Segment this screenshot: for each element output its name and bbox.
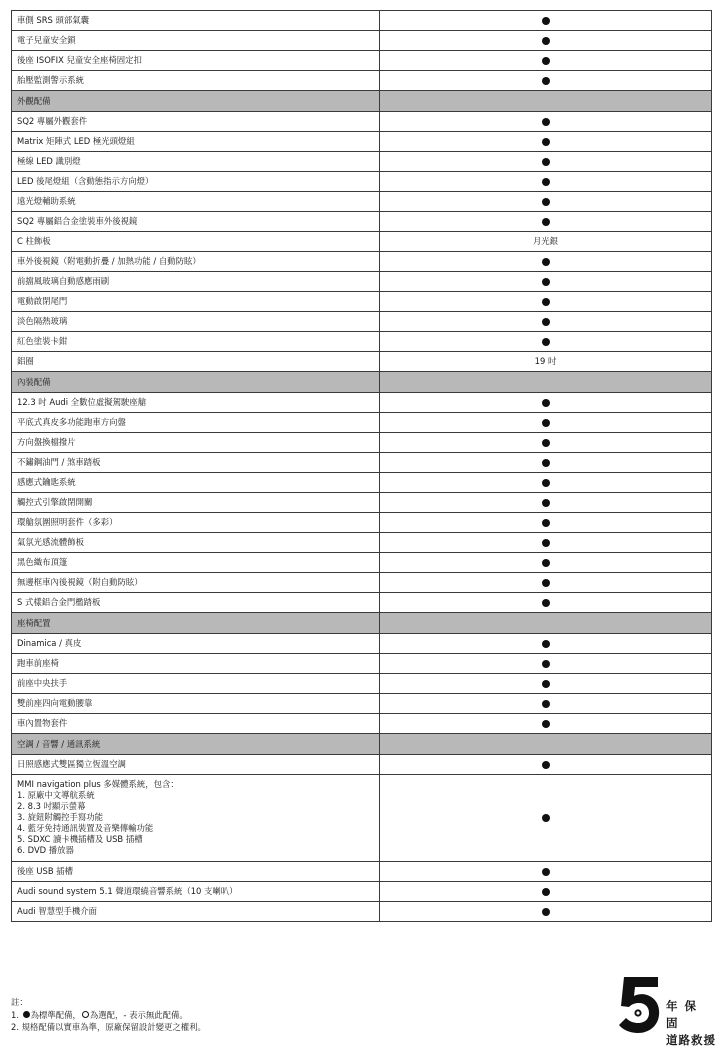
section-blank: [380, 91, 712, 112]
feature-name: 淡色隔熱玻璃: [12, 312, 380, 332]
standard-cell: [380, 11, 712, 31]
standard-cell: [380, 252, 712, 272]
section-title: 座椅配置: [12, 613, 380, 634]
footnotes: [11, 996, 206, 1034]
table-row: [12, 11, 712, 31]
gear-icon: [628, 1003, 648, 1023]
feature-name: 極線 LED 識別燈: [12, 152, 380, 172]
table-row: [12, 533, 712, 553]
standard-cell: [380, 393, 712, 413]
section-title: 外觀配備: [12, 91, 380, 112]
feature-name: 平底式真皮多功能跑車方向盤: [12, 413, 380, 433]
table-row: [12, 694, 712, 714]
feature-name: Dinamica / 真皮: [12, 634, 380, 654]
standard-cell: [380, 654, 712, 674]
standard-cell: [380, 553, 712, 573]
table-row: [12, 513, 712, 533]
feature-line: 6. DVD 播放器: [17, 845, 74, 855]
standard-cell: [380, 634, 712, 654]
section-header-row: [12, 91, 712, 112]
standard-dot-icon: [542, 118, 550, 126]
feature-name: 12.3 吋 Audi 全數位虛擬駕駛座艙: [12, 393, 380, 413]
table-row: [12, 654, 712, 674]
feature-name: 跑車前座椅: [12, 654, 380, 674]
section-header-row: [12, 372, 712, 393]
value-cell: 19 吋: [380, 352, 712, 372]
warranty-line-1: 年保固: [666, 999, 703, 1030]
standard-cell: [380, 473, 712, 493]
feature-name: C 柱飾板: [12, 232, 380, 252]
standard-cell: [380, 882, 712, 902]
standard-dot-icon: [542, 17, 550, 25]
standard-dot-icon: [542, 814, 550, 822]
standard-dot-icon: [542, 57, 550, 65]
standard-cell: [380, 51, 712, 71]
standard-dot-icon: [542, 539, 550, 547]
feature-name: 不鏽鋼油門 / 煞車踏板: [12, 453, 380, 473]
standard-cell: [380, 172, 712, 192]
section-header-row: [12, 734, 712, 755]
feature-name: 前擋風玻璃自動感應雨刷: [12, 272, 380, 292]
standard-dot-icon: [542, 138, 550, 146]
table-row: [12, 573, 712, 593]
feature-name: Audi 智慧型手機介面: [12, 902, 380, 922]
standard-cell: [380, 862, 712, 882]
feature-name: 車側 SRS 頭部氣囊: [12, 11, 380, 31]
feature-name: S 式樣鋁合金門檻踏板: [12, 593, 380, 613]
standard-dot-icon: [542, 218, 550, 226]
standard-dot-icon: [542, 258, 550, 266]
standard-dot-icon: [542, 298, 550, 306]
feature-line: 3. 旋鈕附觸控手寫功能: [17, 812, 104, 822]
table-row: [12, 433, 712, 453]
table-row: [12, 714, 712, 734]
feature-name: 日照感應式雙區獨立恆溫空調: [12, 755, 380, 775]
table-row: [12, 112, 712, 132]
standard-cell: [380, 132, 712, 152]
table-row: [12, 192, 712, 212]
five-year-warranty-logo: [618, 975, 662, 1035]
standard-dot-icon: [542, 419, 550, 427]
feature-line: 2. 8.3 吋顯示螢幕: [17, 801, 86, 811]
standard-dot-icon: [542, 499, 550, 507]
standard-dot-icon: [542, 559, 550, 567]
feature-name: [12, 775, 380, 862]
standard-cell: [380, 755, 712, 775]
note-line-2: 2. 規格配備以實車為準，原廠保留設計變更之權利。: [11, 1022, 206, 1032]
table-row: [12, 775, 712, 862]
feature-name: 感應式鑰匙系統: [12, 473, 380, 493]
feature-name: 無邊框車內後視鏡（附自動防眩）: [12, 573, 380, 593]
standard-cell: [380, 332, 712, 352]
feature-name: 雙前座四向電動腰靠: [12, 694, 380, 714]
standard-cell: [380, 212, 712, 232]
section-blank: [380, 734, 712, 755]
table-row: [12, 493, 712, 513]
standard-cell: [380, 112, 712, 132]
table-row: [12, 553, 712, 573]
hollow-circle-icon: [82, 1011, 89, 1018]
feature-name: 胎壓監測警示系統: [12, 71, 380, 91]
table-row: [12, 152, 712, 172]
warranty-text: [666, 998, 720, 1049]
standard-dot-icon: [542, 158, 550, 166]
standard-cell: [380, 413, 712, 433]
table-row: [12, 332, 712, 352]
standard-dot-icon: [542, 318, 550, 326]
value-cell: 月光銀: [380, 232, 712, 252]
standard-cell: [380, 775, 712, 862]
standard-cell: [380, 513, 712, 533]
section-blank: [380, 613, 712, 634]
warranty-line-2: 道路救援: [666, 1033, 716, 1047]
standard-cell: [380, 312, 712, 332]
table-row: [12, 902, 712, 922]
table-row: [12, 232, 712, 252]
standard-cell: [380, 192, 712, 212]
standard-cell: [380, 31, 712, 51]
feature-name: 環艙氛圍照明套件（多彩）: [12, 513, 380, 533]
feature-line: MMI navigation plus 多媒體系統，包含：: [17, 779, 179, 789]
table-row: [12, 252, 712, 272]
standard-dot-icon: [542, 660, 550, 668]
feature-name: 電子兒童安全鎖: [12, 31, 380, 51]
standard-cell: [380, 433, 712, 453]
standard-dot-icon: [542, 178, 550, 186]
standard-dot-icon: [542, 720, 550, 728]
spec-table: [11, 10, 712, 922]
table-row: [12, 473, 712, 493]
feature-name: 紅色塗裝卡鉗: [12, 332, 380, 352]
table-row: [12, 172, 712, 192]
filled-dot-icon: [23, 1011, 30, 1018]
table-row: [12, 634, 712, 654]
feature-name: 氣氛光感流體飾板: [12, 533, 380, 553]
feature-name: 黑色織布頂篷: [12, 553, 380, 573]
standard-cell: [380, 71, 712, 91]
feature-name: Matrix 矩陣式 LED 極光頭燈組: [12, 132, 380, 152]
feature-name: SQ2 專屬外觀套件: [12, 112, 380, 132]
feature-name: 車內置物套件: [12, 714, 380, 734]
notes-title: 註：: [11, 997, 28, 1007]
note-line-1: 1. 為標準配備， 為選配，- 表示無此配備。: [11, 1009, 188, 1020]
standard-dot-icon: [542, 680, 550, 688]
table-row: [12, 593, 712, 613]
standard-cell: [380, 453, 712, 473]
standard-cell: [380, 674, 712, 694]
table-row: [12, 212, 712, 232]
table-row: [12, 882, 712, 902]
standard-dot-icon: [542, 459, 550, 467]
feature-name: 遠光燈輔助系統: [12, 192, 380, 212]
standard-dot-icon: [542, 338, 550, 346]
standard-dot-icon: [542, 888, 550, 896]
feature-name: 電動啟閉尾門: [12, 292, 380, 312]
standard-cell: [380, 272, 712, 292]
section-title: 空調 / 音響 / 通訊系統: [12, 734, 380, 755]
standard-dot-icon: [542, 198, 550, 206]
feature-name: SQ2 專屬鋁合金塗裝車外後視鏡: [12, 212, 380, 232]
table-row: [12, 292, 712, 312]
section-blank: [380, 372, 712, 393]
table-row: [12, 755, 712, 775]
table-row: [12, 393, 712, 413]
standard-cell: [380, 714, 712, 734]
feature-name: Audi sound system 5.1 聲道環繞音響系統（10 支喇叭）: [12, 882, 380, 902]
standard-dot-icon: [542, 579, 550, 587]
standard-dot-icon: [542, 439, 550, 447]
standard-cell: [380, 152, 712, 172]
feature-line: 4. 藍牙免持通訊裝置及音樂傳輸功能: [17, 823, 154, 833]
standard-dot-icon: [542, 700, 550, 708]
standard-cell: [380, 533, 712, 553]
section-header-row: [12, 613, 712, 634]
feature-name: 觸控式引擎啟閉開關: [12, 493, 380, 513]
feature-line: 5. SDXC 讀卡機插槽及 USB 插槽: [17, 834, 143, 844]
table-row: [12, 862, 712, 882]
standard-dot-icon: [542, 37, 550, 45]
standard-cell: [380, 694, 712, 714]
standard-dot-icon: [542, 479, 550, 487]
table-row: [12, 352, 712, 372]
standard-dot-icon: [542, 908, 550, 916]
standard-dot-icon: [542, 278, 550, 286]
feature-name: 後座 USB 插槽: [12, 862, 380, 882]
table-row: [12, 31, 712, 51]
standard-dot-icon: [542, 640, 550, 648]
feature-name: 前座中央扶手: [12, 674, 380, 694]
standard-dot-icon: [542, 399, 550, 407]
table-row: [12, 413, 712, 433]
feature-name: 車外後視鏡（附電動折疊 / 加熱功能 / 自動防眩）: [12, 252, 380, 272]
standard-dot-icon: [542, 77, 550, 85]
standard-cell: [380, 573, 712, 593]
feature-line: 1. 原廠中文導航系統: [17, 790, 95, 800]
table-row: [12, 312, 712, 332]
table-row: [12, 51, 712, 71]
standard-cell: [380, 902, 712, 922]
feature-name: 方向盤換檔撥片: [12, 433, 380, 453]
standard-cell: [380, 593, 712, 613]
feature-name: 鋁圈: [12, 352, 380, 372]
section-title: 內裝配備: [12, 372, 380, 393]
table-row: [12, 272, 712, 292]
standard-dot-icon: [542, 761, 550, 769]
table-row: [12, 132, 712, 152]
table-row: [12, 71, 712, 91]
feature-name: LED 後尾燈組（含動態指示方向燈）: [12, 172, 380, 192]
standard-dot-icon: [542, 519, 550, 527]
standard-dot-icon: [542, 868, 550, 876]
standard-dot-icon: [542, 599, 550, 607]
table-row: [12, 453, 712, 473]
feature-name: 後座 ISOFIX 兒童安全座椅固定扣: [12, 51, 380, 71]
standard-cell: [380, 292, 712, 312]
standard-cell: [380, 493, 712, 513]
table-row: [12, 674, 712, 694]
